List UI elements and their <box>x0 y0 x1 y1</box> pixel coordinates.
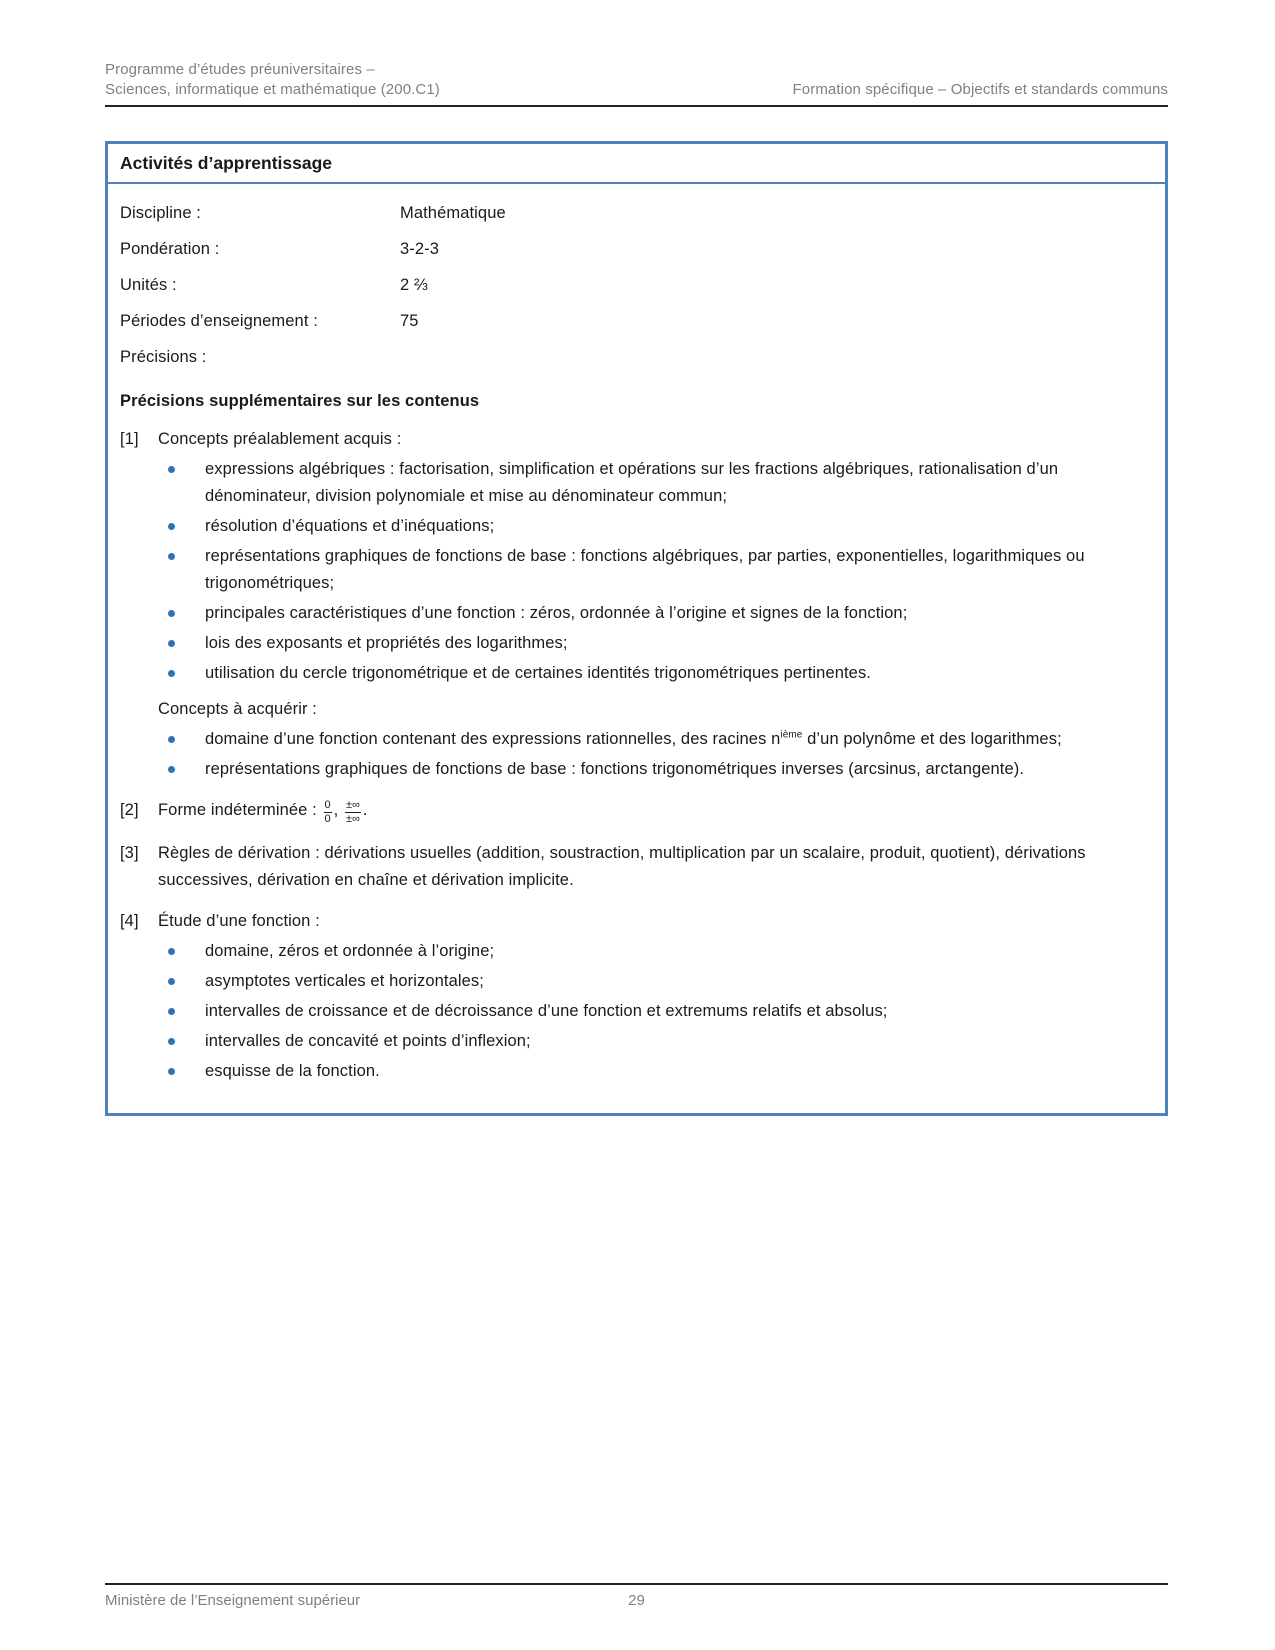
bullet-text: représentations graphiques de fonctions de base : fonctions algébriques, par parties, exponentielles, logarithmiques ou trigonométriques; <box>205 547 1085 592</box>
list-item <box>158 998 1149 1025</box>
field-value: 2 ⅔ <box>400 276 428 294</box>
item-title: Concepts préalablement acquis : <box>158 430 402 448</box>
bullet-text-part: représentations graphiques de fonctions de base : fonctions trigonométriques inverses (arcsinus, arctangente). <box>205 760 1025 778</box>
bullet-icon <box>168 640 175 647</box>
header-left <box>105 60 440 100</box>
item-text: . <box>362 801 368 819</box>
list-item <box>158 513 1149 540</box>
field-label: Périodes d’enseignement : <box>120 312 318 330</box>
field-label: Pondération : <box>120 240 220 258</box>
bullet-icon <box>168 523 175 530</box>
field-label: Discipline : <box>120 204 201 222</box>
bullet-icon <box>168 1008 175 1015</box>
item-text: , <box>333 801 343 819</box>
bullet-icon <box>168 736 175 743</box>
list-item <box>158 456 1149 510</box>
bullet-text: intervalles de croissance et de décroissance d’une fonction et extremums relatifs et absolus; <box>205 1002 888 1021</box>
list-item <box>158 630 1149 657</box>
numbered-item-1 <box>120 426 1149 783</box>
item-number: [2] <box>120 801 139 819</box>
page-number: 29 <box>628 1592 645 1609</box>
page-content <box>105 0 1168 1116</box>
bullet-text: asymptotes verticales et horizontales; <box>205 972 484 991</box>
item-body <box>158 426 1149 783</box>
bullet-text <box>175 756 1024 783</box>
bullet-icon <box>168 978 175 985</box>
numbered-item-2 <box>120 797 1149 826</box>
header-right: Formation spécifique – Objectifs et standards communs <box>792 81 1168 98</box>
fraction-infinity-over-infinity <box>345 799 361 826</box>
section-heading: Précisions supplémentaires sur les contenus <box>120 392 480 410</box>
field-row-unites <box>120 275 1149 296</box>
field-row-discipline <box>120 203 1149 224</box>
item-title: Étude d’une fonction : <box>158 912 320 931</box>
box-title: Activités d’apprentissage <box>108 144 1165 184</box>
item-number: [3] <box>120 844 139 863</box>
fraction-numerator: 0 <box>324 799 332 813</box>
nth-superscript: ième <box>780 729 803 741</box>
field-row-ponderation <box>120 239 1149 260</box>
list-item <box>158 938 1149 965</box>
bullet-text: lois des exposants et propriétés des logarithmes; <box>205 634 568 652</box>
field-label: Précisions : <box>120 348 207 366</box>
bullet-icon <box>168 466 175 473</box>
footer-text: Ministère de l’Enseignement supérieur <box>105 1592 361 1609</box>
page-footer <box>105 1583 1168 1611</box>
bullet-text <box>175 726 1062 753</box>
bullet-text: principales caractéristiques d’une fonction : zéros, ordonnée à l’origine et signes de la fonction; <box>205 604 908 622</box>
field-label: Unités : <box>120 276 177 294</box>
list-item <box>158 726 1149 753</box>
bullet-icon <box>168 553 175 560</box>
item-subtitle: Concepts à acquérir : <box>158 700 317 718</box>
numbered-item-3 <box>120 840 1149 894</box>
bullet-icon <box>168 948 175 955</box>
fraction-denominator: 0 <box>324 813 331 826</box>
bullet-text-part: d’un polynôme et des logarithmes; <box>802 730 1062 748</box>
item-number: [4] <box>120 912 139 931</box>
fraction-numerator: ±∞ <box>345 799 361 813</box>
item-body <box>158 908 1149 1085</box>
header-left-line1: Programme d’études préuniversitaires – <box>105 61 375 78</box>
bullet-text: domaine, zéros et ordonnée à l’origine; <box>205 942 495 961</box>
bullet-icon <box>168 610 175 617</box>
fraction-zero-over-zero <box>324 799 332 826</box>
list-item <box>158 600 1149 627</box>
field-value: 75 <box>400 312 419 330</box>
bullet-icon <box>168 1068 175 1075</box>
list-item <box>158 756 1149 783</box>
bullet-text: intervalles de concavité et points d’inflexion; <box>205 1032 531 1051</box>
bullet-text-part: domaine d’une fonction contenant des expressions rationnelles, des racines n <box>205 730 781 748</box>
field-row-precisions <box>120 347 1149 368</box>
bullet-text: expressions algébriques : factorisation, simplification et opérations sur les fractions algébriques, rationalisation d’un dénominateur, division polynomiale et mise au dénominateur commun; <box>205 460 1059 505</box>
field-value: Mathématique <box>400 204 506 222</box>
bullet-icon <box>168 766 175 773</box>
list-item <box>158 543 1149 597</box>
page-header <box>105 0 1168 107</box>
list-item <box>158 1028 1149 1055</box>
bullet-icon <box>168 670 175 677</box>
box-body <box>108 184 1165 1113</box>
numbered-item-4 <box>120 908 1149 1085</box>
learning-activities-box <box>105 141 1168 1116</box>
fraction-denominator: ±∞ <box>346 813 360 826</box>
bullet-text: résolution d’équations et d’inéquations; <box>205 517 495 535</box>
field-row-periodes <box>120 311 1149 332</box>
list-item <box>158 968 1149 995</box>
bullet-text: esquisse de la fonction. <box>205 1062 380 1081</box>
bullet-icon <box>168 1038 175 1045</box>
item-text: Forme indéterminée : <box>158 801 322 819</box>
item-number: [1] <box>120 430 139 448</box>
list-item <box>158 660 1149 687</box>
field-value: 3-2-3 <box>400 240 440 258</box>
item-body <box>158 797 1149 826</box>
list-item <box>158 1058 1149 1085</box>
header-left-line2: Sciences, informatique et mathématique (200.C1) <box>105 81 440 98</box>
item-text: Règles de dérivation : dérivations usuelles (addition, soustraction, multiplication par un scalaire, produit, quotient), dérivations successives, dérivation en chaîne et dérivation implicite. <box>158 844 1086 890</box>
bullet-text: utilisation du cercle trigonométrique et de certaines identités trigonométriques pertinentes. <box>205 664 871 682</box>
